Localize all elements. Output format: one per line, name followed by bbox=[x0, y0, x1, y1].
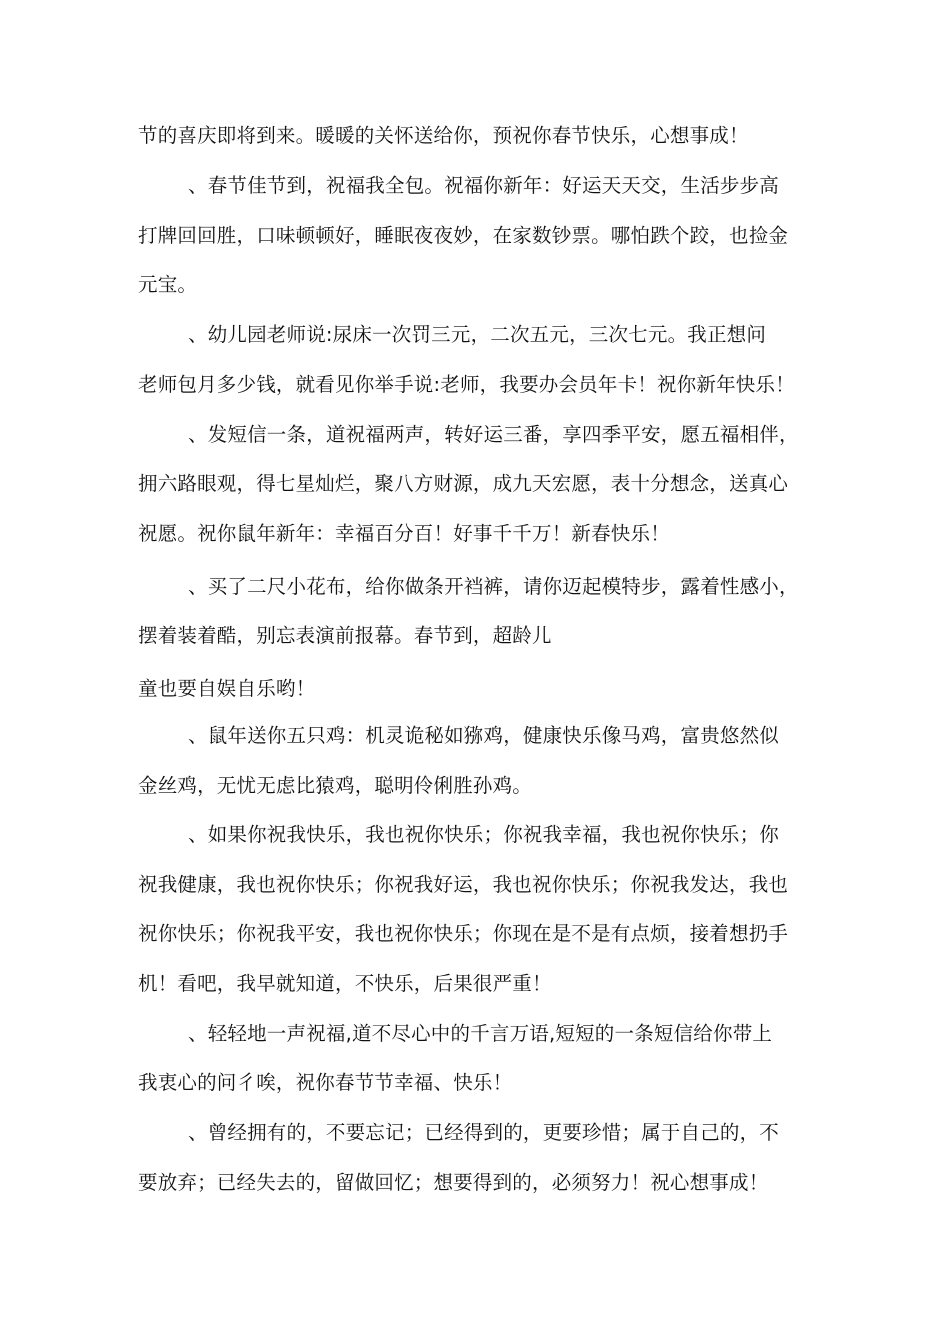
text-line: 打牌回回胜，口味顿顿好，睡眠夜夜妙，在家数钞票。哪怕跌个跤，也捡金 bbox=[138, 224, 789, 247]
text-line: 、春节佳节到，祝福我全包。祝福你新年：好运天天交，生活步步高 bbox=[188, 174, 780, 197]
text-line: 老师包月多少钱，就看见你举手说:老师，我要办会员年卡！祝你新年快乐！ bbox=[138, 373, 795, 396]
text-line: 、轻轻地一声祝福,道不尽心中的千言万语,短短的一条短信给你带上 bbox=[188, 1022, 773, 1045]
text-line: 祝愿。祝你鼠年新年：幸福百分百！好事千千万！新春快乐！ bbox=[138, 522, 670, 545]
text-line: 、幼儿园老师说:尿床一次罚三元，二次五元，三次七元。我正想问 bbox=[188, 323, 767, 346]
text-line: 祝你快乐；你祝我平安，我也祝你快乐；你现在是不是有点烦，接着想扔手 bbox=[138, 922, 789, 945]
text-line: 金丝鸡，无忧无虑比猿鸡，聪明伶俐胜孙鸡。 bbox=[138, 774, 533, 797]
text-line: 、曾经拥有的，不要忘记；已经得到的，更要珍惜；属于自己的，不 bbox=[188, 1121, 780, 1144]
text-line: 、鼠年送你五只鸡：机灵诡秘如猕鸡，健康快乐像马鸡，富贵悠然似 bbox=[188, 724, 780, 747]
text-line: 元宝。 bbox=[138, 273, 198, 296]
text-line: 我衷心的问彳唉，祝你春节节幸福、快乐！ bbox=[138, 1071, 513, 1094]
text-line: 要放弃；已经失去的，留做回忆；想要得到的，必须努力！祝心想事成！ bbox=[138, 1171, 769, 1194]
text-line: 、发短信一条，道祝福两声，转好运三番，享四季平安，愿五福相伴， bbox=[188, 423, 799, 446]
text-line: 、如果你祝我快乐，我也祝你快乐；你祝我幸福，我也祝你快乐；你 bbox=[188, 823, 780, 846]
text-line: 拥六路眼观，得七星灿烂，聚八方财源，成九天宏愿，表十分想念，送真心 bbox=[138, 472, 789, 495]
text-line: 祝我健康，我也祝你快乐；你祝我好运，我也祝你快乐；你祝我发达，我也 bbox=[138, 873, 789, 896]
text-line: 童也要自娱自乐哟！ bbox=[138, 677, 316, 700]
text-line: 摆着装着酷，别忘表演前报幕。春节到，超龄儿 bbox=[138, 624, 552, 647]
text-line: 节的喜庆即将到来。暖暖的关怀送给你，预祝你春节快乐，心想事成！ bbox=[138, 124, 749, 147]
text-line: 机！看吧，我早就知道，不快乐，后果很严重！ bbox=[138, 972, 552, 995]
text-line: 、买了二尺小花布，给你做条开裆裤，请你迈起模特步，露着性感小， bbox=[188, 575, 799, 598]
